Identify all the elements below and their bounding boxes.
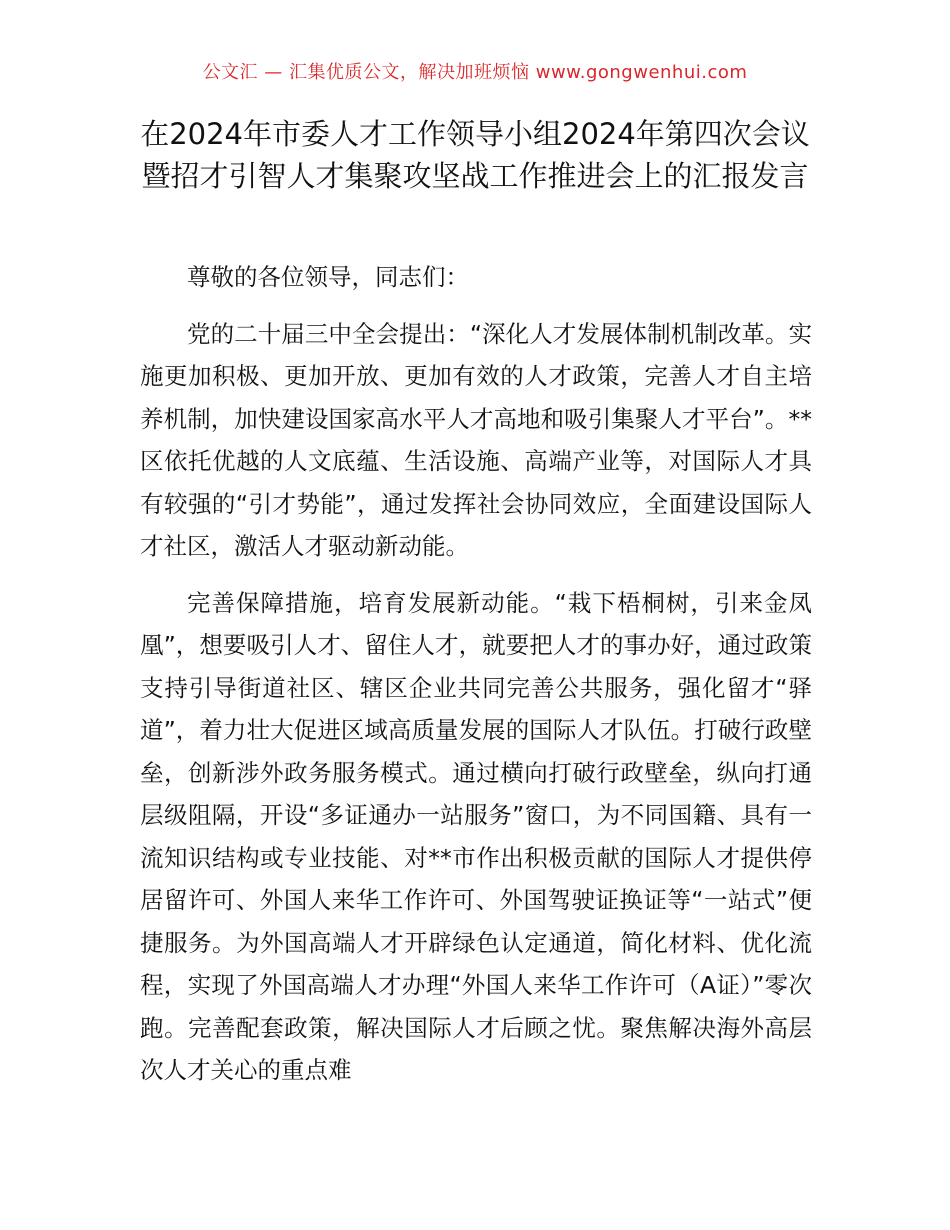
site-banner: 公文汇 — 汇集优质公文，解决加班烦恼 www.gongwenhui.com xyxy=(202,62,748,83)
paragraph: 完善保障措施，培育发展新动能。“栽下梧桐树，引来金凤凰”，想要吸引人才、留住人才，就要把人才的事办好，通过政策支持引导街道社区、辖区企业共同完善公共服务，强化留才“驿道”，着力壮大促进区域高质量发展的国际人才队伍。打破行政壁垒，创新涉外政务服务模式。通过横向打破行政壁垒，纵向打通层级阻隔，开设“多证通办一站服务”窗口，为不同国籍、具有一流知识结构或专业技能、对**市作出积极贡献的国际人才提供停居留许可、外国人来华工作许可、外国驾驶证换证等“一站式”便捷服务。为外国高端人才开辟绿色认定通道，简化材料、优化流程，实现了外国高端人才办理“外国人来华工作许可（A证）”零次跑。完善配套政策，解决国际人才后顾之忧。聚焦解决海外高层次人才关心的重点难 xyxy=(140,588,812,1084)
greeting: 尊敬的各位领导，同志们： xyxy=(187,263,469,291)
document-body xyxy=(140,256,812,1106)
paragraph: 党的二十届三中全会提出：“深化人才发展体制机制改革。实施更加积极、更加开放、更加有效的人才政策，完善人才自主培养机制，加快建设国家高水平人才高地和吸引集聚人才平台”。**区依托优越的人文底蕴、生活设施、高端产业等，对国际人才具有较强的“引才势能”，通过发挥社会协同效应，全面建设国际人才社区，激活人才驱动新动能。 xyxy=(140,319,812,560)
document-title: 在2024年市委人才工作领导小组2024年第四次会议暨招才引智人才集聚攻坚战工作推进会上的汇报发言 xyxy=(140,117,810,193)
